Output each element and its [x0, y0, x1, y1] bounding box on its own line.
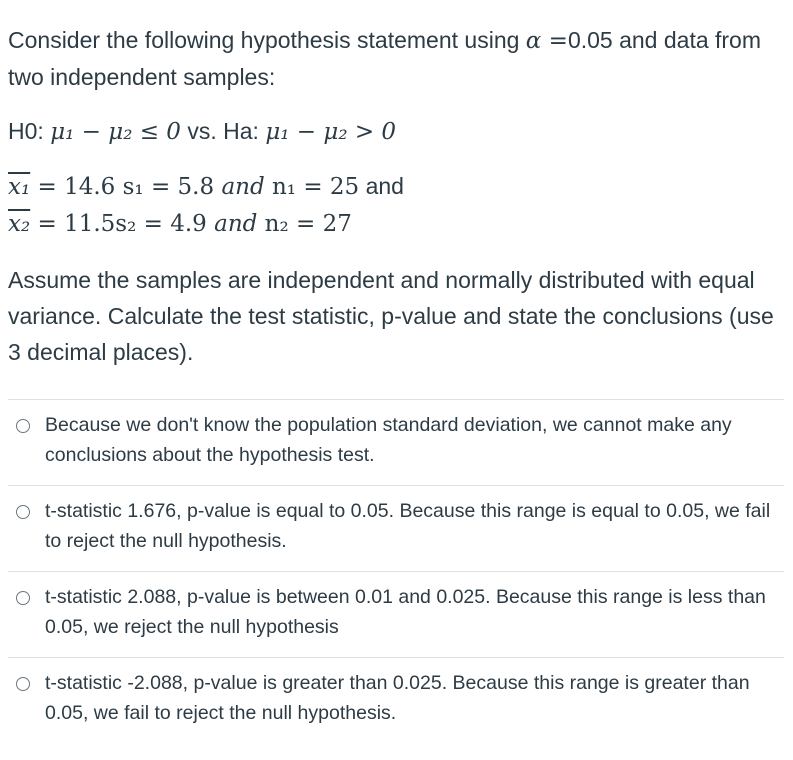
- ha-expression: μ₁ − μ₂ > 0: [265, 119, 397, 145]
- sample2-values: = 11.5s₂ = 4.9: [30, 211, 215, 237]
- sample1-and-italic: and: [221, 174, 265, 200]
- answer-label: t-statistic 2.088, p-value is between 0.01 and 0.025. Because this range is less than 0.05, we reject the null hypothesis: [45, 586, 766, 638]
- h0-label: H0:: [8, 118, 51, 144]
- radio-button[interactable]: [16, 677, 30, 691]
- sample1-mean-symbol: x₁: [8, 174, 31, 200]
- answer-list: [8, 399, 784, 744]
- alpha-symbol: α: [525, 28, 542, 54]
- sample2-size: n₂ = 27: [257, 211, 352, 237]
- sample-data: [8, 168, 778, 242]
- alpha-value: 0.05: [567, 27, 613, 53]
- sample2-and-italic: and: [214, 211, 258, 237]
- radio-button[interactable]: [16, 419, 30, 433]
- sample1-values: = 14.6 s₁ = 5.8: [30, 174, 222, 200]
- sample1-and: and: [359, 173, 404, 199]
- answer-option[interactable]: [8, 400, 784, 486]
- hypothesis-statement: [8, 113, 778, 150]
- alpha-equals: =: [541, 28, 568, 54]
- question-intro: [8, 22, 778, 95]
- question-text: [8, 22, 778, 370]
- radio-button[interactable]: [16, 505, 30, 519]
- intro-text: Consider the following hypothesis statement using: [8, 27, 526, 53]
- answer-option[interactable]: [8, 572, 784, 658]
- answer-label: t-statistic -2.088, p-value is greater than 0.025. Because this range is greater than 0.05, we fail to reject the null hypothesis.: [45, 672, 750, 724]
- answer-label: Because we don't know the population standard deviation, we cannot make any conclusions about the hypothesis test.: [45, 414, 732, 466]
- radio-button[interactable]: [16, 591, 30, 605]
- sample1-size: n₁ = 25: [264, 174, 360, 200]
- sample2-mean-symbol: x₂: [8, 211, 31, 237]
- vs-ha-label: vs. Ha:: [180, 118, 266, 144]
- h0-expression: μ₁ − μ₂ ≤ 0: [50, 119, 181, 145]
- answer-option[interactable]: [8, 658, 784, 744]
- answer-option[interactable]: [8, 486, 784, 572]
- assumption-text: Assume the samples are independent and normally distributed with equal variance. Calculate the test statistic, p-value and state the conclusions (use 3 decimal places).: [8, 267, 774, 365]
- intro-text-continued: and data from two independent samples:: [8, 27, 762, 90]
- answer-label: t-statistic 1.676, p-value is equal to 0.05. Because this range is equal to 0.05, we fail to reject the null hypothesis.: [45, 500, 771, 552]
